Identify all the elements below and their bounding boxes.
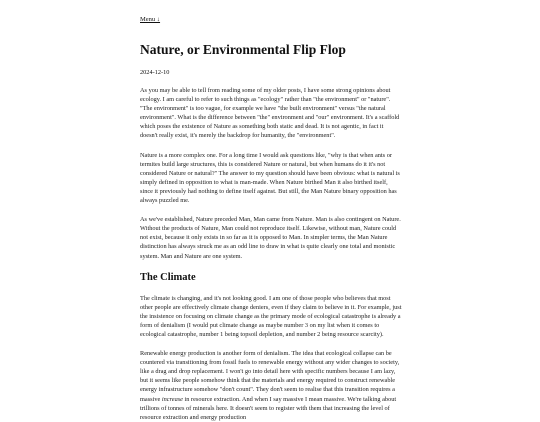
section-heading-climate: The Climate <box>140 271 196 283</box>
article-column <box>140 8 402 422</box>
page-title: Nature, or Environmental Flip Flop <box>140 42 346 57</box>
menu-link[interactable]: Menu ↓ <box>140 16 161 23</box>
intro-paragraph-1: As you may be able to tell from reading some of my older posts, I have some strong opinions about ecology. I am careful to refer to such things as "ecology" rather than "the environment" or "nature". "The environment" is too vague, for example we have "the built environment" versus "the natural environment". What is the difference between "the" environment and "our" environment. It's a scaffold which poses the existence of Nature as something both static and dead. It is not agentic, in fact it doesn't really exist, it's merely the backdrop for humanity, the "environment". <box>140 87 400 140</box>
climate-paragraph-2-end: in resource extraction. And when I say massive I mean massive. We're talking about trillions of tonnes of minerals here. It doesn't seem to register with them that increasing the level of resource extraction and energy production <box>140 395 397 421</box>
climate-paragraph-2-start: Renewable energy production is another form of denialism. The idea that ecological collapse can be countered via transitioning from fossil fuels to renewable energy without any wider changes to society, like a drag and drop replacement. I won't go into detail here with specific numbers because I am lazy, but it seems like people somehow think that the materials and energy required to construct renewable energy infrastructure somehow "don't count". They don't seem to realise that this transition requires a massive <box>140 350 400 403</box>
intro-paragraph-3: As we've established, Nature preceded Man, Man came from Nature. Man is also contingent on Nature. Without the products of Nature, Man could not reproduce itself. Likewise, without man, Nature could not exist, because it only exists in so far as it is opposed to Man. In simpler terms, the Man Nature distinction has always struck me as an odd line to draw in what is quite clearly one total and monistic system. Man and Nature are one system. <box>140 216 401 260</box>
climate-paragraph-1: The climate is changing, and it's not looking good. I am one of those people who believes that most other people are effectively climate change deniers, even if they claim to believe in it. For example, just the insistence on focusing on climate change as the primary mode of ecological catastrophe is already a form of denialism (I would put climate change as maybe number 3 on my list when it comes to ecological catastrophe, number 1 being topsoil depletion, and number 2 being resource scarcity). <box>140 294 402 338</box>
climate-paragraph-2 <box>140 349 402 422</box>
post-date: 2024-12-10 <box>140 69 170 76</box>
intro-paragraph-2: Nature is a more complex one. For a long time I would ask questions like, "why is that when ants or termites build large structures, this is considered Nature or natural, but when humans do it it's not considered Nature or natural?" The answer to my question should have been obvious: what is natural is simply defined in opposition to what is man-made. When Nature birthed Man it also birthed itself, since it previously had nothing to define itself against. But still, the Man Nature binary opposition has always puzzled me. <box>140 151 400 205</box>
emphasized-word: increase <box>161 395 183 403</box>
